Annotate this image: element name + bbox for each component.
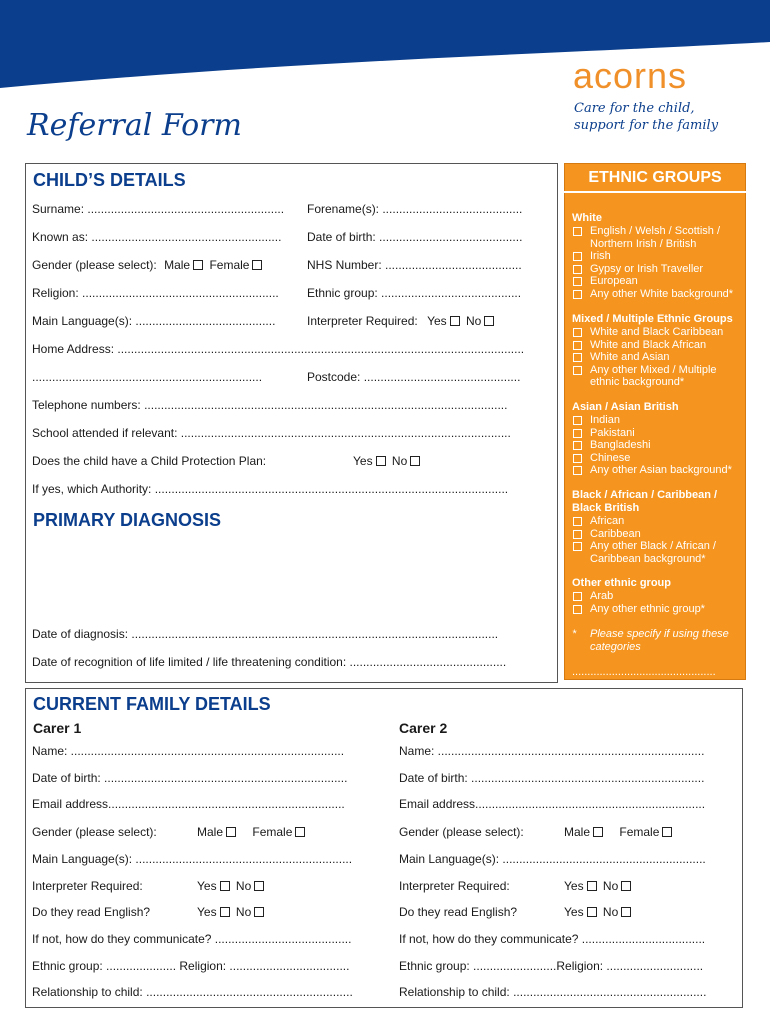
male-label: Male bbox=[164, 258, 191, 272]
known-as-field[interactable]: Known as: ......................................................... bbox=[32, 230, 282, 244]
carer2-name-field[interactable]: Name: ................................................................................ bbox=[399, 744, 705, 758]
carer1-interpreter-no[interactable] bbox=[254, 881, 264, 891]
carer2-communicate-field[interactable]: If not, how do they communicate? ..................................... bbox=[399, 932, 706, 946]
carer2-dob-field[interactable]: Date of birth: ...................................................................... bbox=[399, 771, 705, 785]
ethnic-group-mixed bbox=[572, 313, 744, 389]
carer2-email-field[interactable]: Email address..................................................................... bbox=[399, 797, 706, 811]
group-title: Asian / Asian British bbox=[572, 401, 679, 413]
yes-label: Yes bbox=[564, 905, 584, 919]
yes-label: Yes bbox=[353, 454, 373, 468]
religion-field[interactable]: Religion: ........................................................... bbox=[32, 286, 279, 300]
carer2-read-english-label: Do they read English? bbox=[399, 905, 518, 919]
diagnosis-date-field[interactable]: Date of diagnosis: .............................................................................................................. bbox=[32, 627, 499, 641]
group-title: Other ethnic group bbox=[572, 577, 671, 589]
ethnic-option[interactable]: White and Black African bbox=[572, 339, 744, 352]
carer2-language-field[interactable]: Main Language(s): ............................................................. bbox=[399, 852, 706, 866]
carer2-english-yes[interactable] bbox=[587, 907, 597, 917]
ethnic-option[interactable]: White and Black Caribbean bbox=[572, 326, 744, 339]
carer1-english-yes[interactable] bbox=[220, 907, 230, 917]
ethnic-option[interactable]: Irish bbox=[572, 250, 744, 263]
interpreter-no-checkbox[interactable] bbox=[484, 316, 494, 326]
carer1-ethnic-religion-field[interactable]: Ethnic group: ..................... Religion: .................................... bbox=[32, 959, 350, 973]
no-label: No bbox=[602, 905, 619, 919]
acorns-logo: acorns bbox=[573, 55, 688, 96]
ethnic-option[interactable]: Any other Mixed / Multiple ethnic background* bbox=[572, 364, 744, 389]
carer1-language-field[interactable]: Main Language(s): ................................................................. bbox=[32, 852, 353, 866]
ethnic-group-field[interactable]: Ethnic group: .......................................... bbox=[307, 286, 522, 300]
option-checkbox[interactable] bbox=[573, 265, 582, 274]
carer1-female-checkbox[interactable] bbox=[295, 827, 305, 837]
carer1-communicate-field[interactable]: If not, how do they communicate? ......................................... bbox=[32, 932, 352, 946]
female-label: Female bbox=[619, 825, 660, 839]
option-checkbox[interactable] bbox=[573, 429, 582, 438]
child-gender-row bbox=[32, 258, 265, 272]
child-dob-field[interactable]: Date of birth: ........................................... bbox=[307, 230, 523, 244]
authority-field[interactable]: If yes, which Authority: .......................................................................................................... bbox=[32, 482, 509, 496]
ethnic-option[interactable]: Indian bbox=[572, 414, 744, 427]
ethnic-option[interactable]: Bangladeshi bbox=[572, 439, 744, 452]
carer1-interpreter-label: Interpreter Required: bbox=[32, 879, 143, 893]
ethnic-option[interactable]: Any other ethnic group* bbox=[572, 603, 744, 616]
option-checkbox[interactable] bbox=[573, 277, 582, 286]
option-checkbox[interactable] bbox=[573, 592, 582, 601]
nhs-number-field[interactable]: NHS Number: ......................................... bbox=[307, 258, 522, 272]
carer2-gender-options bbox=[564, 825, 675, 839]
carer2-english-no[interactable] bbox=[621, 907, 631, 917]
surname-field[interactable]: Surname: ........................................................... bbox=[32, 202, 285, 216]
ethnic-option[interactable]: Arab bbox=[572, 590, 744, 603]
option-checkbox[interactable] bbox=[573, 441, 582, 450]
group-title: White bbox=[572, 212, 602, 224]
carer2-heading: Carer 2 bbox=[399, 720, 448, 736]
note-star: * bbox=[572, 628, 577, 640]
ethnic-option[interactable]: Any other Black / African / Caribbean background* bbox=[572, 540, 744, 565]
female-checkbox[interactable] bbox=[252, 260, 262, 270]
carer1-gender-label: Gender (please select): bbox=[32, 825, 157, 839]
carer2-interpreter-yes[interactable] bbox=[587, 881, 597, 891]
carer1-read-english-label: Do they read English? bbox=[32, 905, 151, 919]
school-field[interactable]: School attended if relevant: ................................................................................................... bbox=[32, 426, 511, 440]
ethnic-option[interactable]: Any other Asian background* bbox=[572, 464, 744, 477]
carer1-heading: Carer 1 bbox=[33, 720, 82, 736]
carer1-email-field[interactable]: Email address....................................................................... bbox=[32, 797, 345, 811]
recognition-date-field[interactable]: Date of recognition of life limited / life threatening condition: ............................................... bbox=[32, 655, 507, 669]
family-details-heading: CURRENT FAMILY DETAILS bbox=[33, 694, 271, 714]
yes-label: Yes bbox=[197, 879, 217, 893]
carer1-english-no[interactable] bbox=[254, 907, 264, 917]
option-checkbox[interactable] bbox=[573, 530, 582, 539]
option-checkbox[interactable] bbox=[573, 252, 582, 261]
note-text: Please specify if using these categories bbox=[590, 628, 729, 653]
carer2-interpreter-label: Interpreter Required: bbox=[399, 879, 510, 893]
option-checkbox[interactable] bbox=[573, 517, 582, 526]
ethnic-group-asian bbox=[572, 401, 744, 477]
option-checkbox[interactable] bbox=[573, 353, 582, 362]
option-checkbox[interactable] bbox=[573, 290, 582, 299]
ethnic-option[interactable]: Chinese bbox=[572, 452, 744, 465]
main-language-field[interactable]: Main Language(s): .......................................... bbox=[32, 314, 276, 328]
address-line-field[interactable]: ..................................................................... bbox=[32, 370, 263, 384]
cpp-options bbox=[353, 454, 423, 468]
carer2-ethnic-religion-field[interactable]: Ethnic group: .........................Religion: ............................. bbox=[399, 959, 704, 973]
male-label: Male bbox=[197, 825, 224, 839]
group-title: Mixed / Multiple Ethnic Groups bbox=[572, 313, 733, 325]
ethnic-option[interactable]: Caribbean bbox=[572, 528, 744, 541]
option-checkbox[interactable] bbox=[573, 328, 582, 337]
carer2-male-checkbox[interactable] bbox=[593, 827, 603, 837]
carer2-interpreter-no[interactable] bbox=[621, 881, 631, 891]
female-label: Female bbox=[209, 258, 250, 272]
carer2-relationship-field[interactable]: Relationship to child: .......................................................... bbox=[399, 985, 707, 999]
ethnic-option[interactable]: African bbox=[572, 515, 744, 528]
ethnic-group-white bbox=[572, 212, 744, 301]
ethnic-group-other bbox=[572, 577, 744, 615]
carer2-gender-label: Gender (please select): bbox=[399, 825, 524, 839]
primary-diagnosis-heading: PRIMARY DIAGNOSIS bbox=[33, 510, 222, 530]
home-address-field[interactable]: Home Address: .......................................................................................................................... bbox=[32, 342, 525, 356]
carer1-read-english-options bbox=[197, 905, 267, 919]
forename-field[interactable]: Forename(s): .......................................... bbox=[307, 202, 523, 216]
carer1-interpreter-options bbox=[197, 879, 267, 893]
ethnic-option[interactable]: Pakistani bbox=[572, 427, 744, 440]
ethnic-groups-heading: ETHNIC GROUPS bbox=[564, 163, 746, 193]
form-title: Referral Form bbox=[27, 108, 242, 143]
carer2-read-english-options bbox=[564, 905, 634, 919]
interpreter-label: Interpreter Required: bbox=[307, 314, 418, 328]
ethnic-option[interactable]: Gypsy or Irish Traveller bbox=[572, 263, 744, 276]
telephone-field[interactable]: Telephone numbers: ............................................................................................................. bbox=[32, 398, 508, 412]
group-title: Black / African / Caribbean / Black British bbox=[572, 489, 718, 514]
ethnic-option[interactable]: White and Asian bbox=[572, 351, 744, 364]
ethnic-option[interactable]: Any other White background* bbox=[572, 288, 744, 301]
cpp-no-checkbox[interactable] bbox=[410, 456, 420, 466]
female-label: Female bbox=[252, 825, 293, 839]
carer1-interpreter-yes[interactable] bbox=[220, 881, 230, 891]
carer1-male-checkbox[interactable] bbox=[226, 827, 236, 837]
ethnic-option[interactable]: European bbox=[572, 275, 744, 288]
option-checkbox[interactable] bbox=[573, 466, 582, 475]
interpreter-yes-checkbox[interactable] bbox=[450, 316, 460, 326]
male-checkbox[interactable] bbox=[193, 260, 203, 270]
option-checkbox[interactable] bbox=[573, 366, 582, 375]
option-checkbox[interactable] bbox=[573, 341, 582, 350]
carer1-gender-options bbox=[197, 825, 308, 839]
no-label: No bbox=[466, 314, 482, 328]
option-checkbox[interactable] bbox=[573, 227, 582, 236]
yes-label: Yes bbox=[564, 879, 584, 893]
no-label: No bbox=[391, 454, 408, 468]
option-checkbox[interactable] bbox=[573, 605, 582, 614]
ethnic-option[interactable]: English / Welsh / Scottish / Northern Irish / British bbox=[572, 225, 744, 250]
ethnic-group-black bbox=[572, 489, 744, 565]
no-label: No bbox=[235, 905, 252, 919]
tagline: Care for the child, support for the family bbox=[574, 101, 719, 133]
yes-label: Yes bbox=[427, 314, 447, 328]
male-label: Male bbox=[564, 825, 591, 839]
no-label: No bbox=[602, 879, 619, 893]
no-label: No bbox=[235, 879, 252, 893]
option-checkbox[interactable] bbox=[573, 542, 582, 551]
option-checkbox[interactable] bbox=[573, 416, 582, 425]
ethnic-note bbox=[572, 628, 742, 654]
carer2-female-checkbox[interactable] bbox=[662, 827, 672, 837]
carer1-dob-field[interactable]: Date of birth: ......................................................................... bbox=[32, 771, 348, 785]
carer2-interpreter-options bbox=[564, 879, 634, 893]
yes-label: Yes bbox=[197, 905, 217, 919]
carer1-name-field[interactable]: Name: .................................................................................. bbox=[32, 744, 345, 758]
carer1-relationship-field[interactable]: Relationship to child: .............................................................. bbox=[32, 985, 353, 999]
ethnic-specify-field[interactable]: ............................................... bbox=[572, 666, 716, 678]
cpp-yes-checkbox[interactable] bbox=[376, 456, 386, 466]
cpp-question: Does the child have a Child Protection Plan: bbox=[32, 454, 267, 468]
postcode-field[interactable]: Postcode: ............................................... bbox=[307, 370, 521, 384]
child-details-heading: CHILD’S DETAILS bbox=[33, 170, 186, 190]
interpreter-row bbox=[307, 314, 497, 328]
gender-label: Gender (please select): bbox=[32, 258, 157, 272]
option-checkbox[interactable] bbox=[573, 454, 582, 463]
